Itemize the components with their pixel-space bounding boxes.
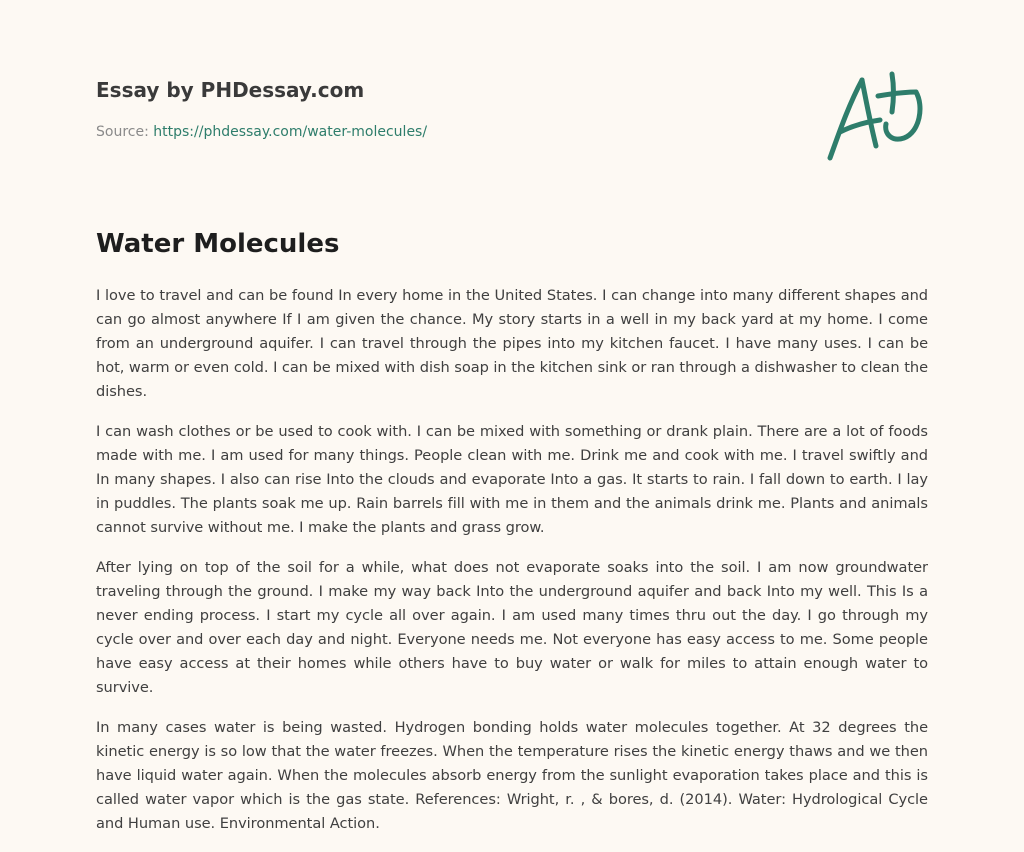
source-link[interactable]: https://phdessay.com/water-molecules/ bbox=[153, 124, 428, 140]
page-header bbox=[96, 76, 816, 141]
essay-paragraph: After lying on top of the soil for a while, what does not evaporate soaks into the soil. I am now groundwater traveling through the ground. I make my way back Into the underground aquifer and back Into my well. This Is a never ending process. I start my cycle all over again. I am used many times thru out the day. I go through my cycle over and over each day and night. Everyone needs me. Not everyone has easy access to me. Some people have easy access at their homes while others have to buy water or walk for miles to attain enough water to survive. bbox=[96, 559, 928, 696]
essay-body bbox=[96, 284, 928, 852]
site-title: Essay by PHDessay.com bbox=[96, 78, 365, 102]
source-label: Source: bbox=[96, 124, 149, 140]
essay-paragraph: I love to travel and can be found In every home in the United States. I can change into many different shapes and can go almost anywhere If I am given the chance. My story starts in a well in my back yard at my home. I come from an underground aquifer. I can travel through the pipes into my kitchen faucet. I have many uses. I can be hot, warm or even cold. I can be mixed with dish soap in the kitchen sink or ran through a dishwasher to clean the dishes. bbox=[96, 287, 928, 400]
essay-paragraph: I can wash clothes or be used to cook with. I can be mixed with something or drank plain. There are a lot of foods made with me. I am used for many things. People clean with me. Drink me and cook with me. I travel swiftly and In many shapes. I also can rise Into the clouds and evaporate Into a gas. It starts to rain. I fall down to earth. I lay in puddles. The plants soak me up. Rain barrels fill with me in them and the animals drink me. Plants and animals cannot survive without me. I make the plants and grass grow. bbox=[96, 423, 928, 536]
source-line bbox=[96, 123, 816, 141]
essay-paragraph: In many cases water is being wasted. Hydrogen bonding holds water molecules together. At 32 degrees the kinetic energy is so low that the water freezes. When the temperature rises the kinetic energy thaws and we then have liquid water again. When the molecules absorb energy from the sunlight evaporation takes place and this is called water vapor which is the gas state. References: Wright, r. , & bores, d. (2014). Water: Hydrological Cycle and Human use. Environmental Action. bbox=[96, 719, 928, 832]
a-plus-logo-icon bbox=[820, 66, 930, 166]
essay-title: Water Molecules bbox=[96, 229, 340, 259]
